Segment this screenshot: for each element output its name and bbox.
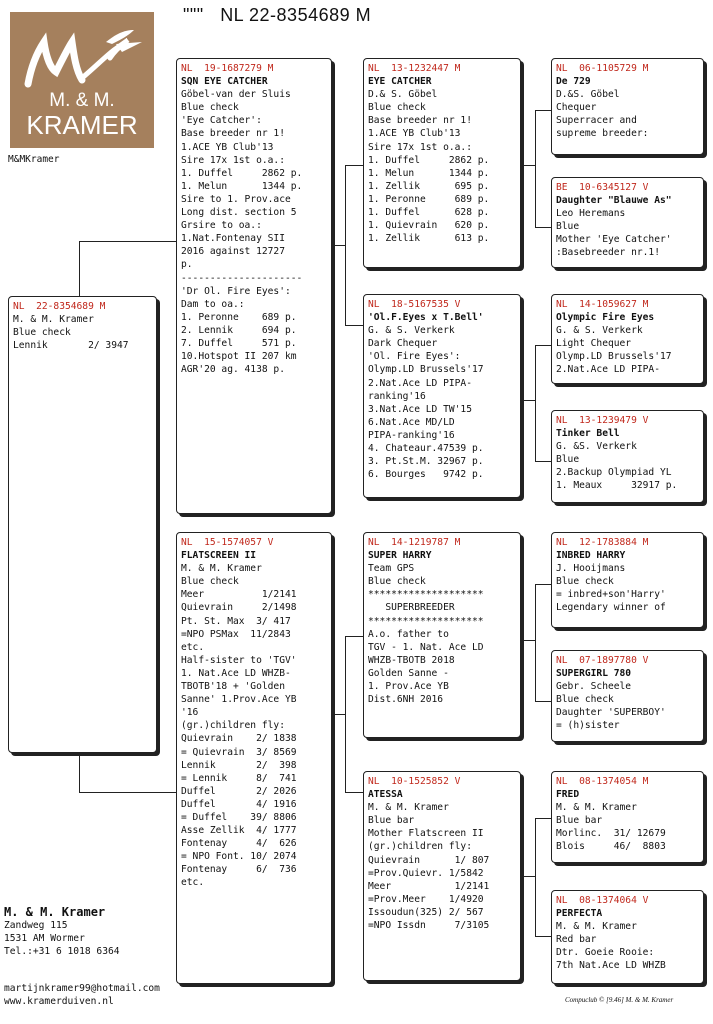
info-line: '16 <box>181 707 199 719</box>
info-line: Long dist. section 5 <box>181 207 297 219</box>
connector-line <box>535 227 552 228</box>
info-line: Göbel-van der Sluis <box>181 89 291 101</box>
info-line: 1. Melun 1344 p. <box>181 180 303 192</box>
info-line: SUPERBREEDER <box>368 602 455 614</box>
info-line: 7th Nat.Ace LD WHZB <box>556 960 666 972</box>
ring-number: NL 13-1239479 V <box>556 415 649 426</box>
logo-caption: M&MKramer <box>8 154 60 165</box>
info-line: Blue check <box>556 576 614 588</box>
info-line: Light Chequer <box>556 338 632 350</box>
info-line: =Prov.Quievr. 1/5842 <box>368 867 484 879</box>
info-line: Red bar <box>556 934 597 946</box>
contact-email[interactable]: martijnkramer99@hotmail.com <box>4 983 160 994</box>
connector-line <box>535 701 552 702</box>
info-line: Blue check <box>181 102 239 114</box>
info-line: Blue <box>556 221 580 233</box>
info-line: Blue check <box>368 102 426 114</box>
pigeon-name: INBRED HARRY <box>556 550 626 562</box>
connector-line <box>79 752 80 792</box>
sire-sire-card <box>363 58 521 268</box>
pigeon-name: ATESSA <box>368 789 403 801</box>
info-line: Golden Sanne - <box>368 667 449 679</box>
info-line: 1.ACE YB Club'13 <box>181 141 274 153</box>
info-line: 1. Duffel 2862 p. <box>368 154 490 166</box>
info-line: TGV - 1. Nat. Ace LD <box>368 641 484 653</box>
info-line: Quievrain 2/ 1838 <box>181 733 297 745</box>
info-line: Blue check <box>13 327 71 339</box>
sire-sire-dam-card <box>551 177 704 268</box>
info-line: Sanne' 1.Prov.Ace YB <box>181 694 297 706</box>
sire-dam-card <box>363 294 521 498</box>
info-line: Morlinc. 31/ 12679 <box>556 828 666 840</box>
connector-line <box>333 714 346 715</box>
pigeon-name: PERFECTA <box>556 908 603 920</box>
logo-line-1: M. & M. <box>49 90 115 111</box>
info-line: Blue <box>556 454 580 466</box>
info-line: Base breeder nr 1! <box>368 115 472 127</box>
info-line: supreme breeder: <box>556 128 649 140</box>
contact-info <box>4 982 160 1008</box>
info-line: 3.Nat.Ace LD TW'15 <box>368 403 472 415</box>
info-line: = (h)sister <box>556 720 620 732</box>
info-line: 1.Nat.Fontenay SII <box>181 233 285 245</box>
pigeon-name: Daughter "Blauwe As" <box>556 195 672 207</box>
info-line: 1. Quievrain 620 p. <box>368 220 490 232</box>
info-line: Pt. St. Max 3/ 417 <box>181 615 291 627</box>
info-line: A.o. father to <box>368 628 449 640</box>
info-line: ******************** <box>368 589 484 601</box>
info-line: Dam to oa.: <box>181 298 245 310</box>
info-line: Superracer and <box>556 115 637 127</box>
info-line: TBOTB'18 + 'Golden <box>181 681 285 693</box>
info-line: 'Eye Catcher': <box>181 115 262 127</box>
info-line: Olymp.LD Brussels'17 <box>368 364 484 376</box>
owner-address-line: 1531 AM Wormer <box>4 933 85 944</box>
info-line: Half-sister to 'TGV' <box>181 654 297 666</box>
ring-number: BE 10-6345127 V <box>556 182 649 193</box>
dam-dam-sire-card <box>551 771 704 863</box>
info-line: Team GPS <box>368 563 415 575</box>
connector-line <box>522 640 536 641</box>
info-line: Blue bar <box>556 815 603 827</box>
info-line: AGR'20 ag. 4138 p. <box>181 364 285 376</box>
sire-dam-dam-card <box>551 410 704 503</box>
owner-address-line: Zandweg 115 <box>4 920 68 931</box>
ring-number: NL 22-8354689 M <box>13 301 106 312</box>
info-line: Blue check <box>181 576 239 588</box>
info-line: etc. <box>181 877 205 889</box>
info-line: etc. <box>181 641 205 653</box>
connector-line <box>535 584 536 701</box>
dam-sire-dam-card <box>551 650 704 742</box>
info-line: = Lennik 8/ 741 <box>181 772 297 784</box>
dam-sire-card <box>363 532 521 738</box>
info-line: =NPO Issdn 7/3105 <box>368 920 490 932</box>
owner-info <box>4 905 120 958</box>
connector-line <box>535 818 552 819</box>
connector-line <box>522 165 536 166</box>
info-line: Legendary winner of <box>556 602 666 614</box>
pigeon-name: SUPERGIRL 780 <box>556 668 632 680</box>
info-line: = NPO Font. 10/ 2074 <box>181 851 297 863</box>
sire-card <box>176 58 332 514</box>
info-line: ranking'16 <box>368 390 426 402</box>
ring-number: NL 08-1374064 V <box>556 895 649 906</box>
info-line: Grsire to oa.: <box>181 220 262 232</box>
info-line: Mother 'Eye Catcher' <box>556 234 672 246</box>
info-line: 'Dr Ol. Fire Eyes': <box>181 285 291 297</box>
connector-line <box>535 345 536 461</box>
info-line: 'Ol. Fire Eyes': <box>368 351 461 363</box>
info-line: D.&S. Göbel <box>556 89 620 101</box>
connector-line <box>522 876 536 877</box>
info-line: 7. Duffel 571 p. <box>181 337 297 349</box>
sire-sire-sire-card <box>551 58 704 155</box>
info-line: 2016 against 12727 <box>181 246 285 258</box>
owner-name: M. & M. Kramer <box>4 905 106 919</box>
info-line: M. & M. Kramer <box>368 802 449 814</box>
pigeon-name: FRED <box>556 789 580 801</box>
info-line: J. Hooijmans <box>556 563 626 575</box>
info-line: ******************** <box>368 615 484 627</box>
connector-line <box>522 400 536 401</box>
info-line: --------------------- <box>181 272 303 284</box>
ring-number: NL 12-1783884 M <box>556 537 649 548</box>
pigeon-name: De 729 <box>556 76 591 88</box>
info-line: Olymp.LD Brussels'17 <box>556 351 672 363</box>
info-line: PIPA-ranking'16 <box>368 429 455 441</box>
ring-number: NL 07-1897780 V <box>556 655 649 666</box>
info-line: Daughter 'SUPERBOY' <box>556 707 666 719</box>
connector-line <box>345 325 364 326</box>
connector-line <box>535 584 552 585</box>
kramer-logo <box>10 12 154 148</box>
owner-phone: Tel.:+31 6 1018 6364 <box>4 946 120 957</box>
info-line: Mother Flatscreen II <box>368 828 484 840</box>
info-line: = inbred+son'Harry' <box>556 589 666 601</box>
pedigree-title <box>183 5 371 26</box>
dam-sire-sire-card <box>551 532 704 628</box>
connector-line <box>535 461 552 462</box>
info-line: 2.Backup Olympiad YL <box>556 467 672 479</box>
info-line: 1. Meaux 32917 p. <box>556 480 678 492</box>
dam-dam-dam-card <box>551 890 704 984</box>
info-line: Lennik 2/ 398 <box>181 759 297 771</box>
info-line: Meer 1/2141 <box>181 589 297 601</box>
info-line: 1. Duffel 628 p. <box>368 207 490 219</box>
dam-dam-card <box>363 771 521 981</box>
connector-line <box>79 241 80 297</box>
info-line: 1. Duffel 2862 p. <box>181 167 303 179</box>
info-line: 2.Nat.Ace LD PIPA- <box>368 377 472 389</box>
info-line: Sire 17x 1st o.a.: <box>181 154 285 166</box>
pigeon-name: 'Ol.F.Eyes x T.Bell' <box>368 312 484 324</box>
info-line: G. &S. Verkerk <box>556 441 637 453</box>
info-line: 6. Bourges 9742 p. <box>368 469 484 481</box>
info-line: Blue check <box>556 694 614 706</box>
info-line: Lennik 2/ 3947 <box>13 340 129 352</box>
pigeon-name: FLATSCREEN II <box>181 550 257 562</box>
info-line: Asse Zellik 4/ 1777 <box>181 825 297 837</box>
connector-line <box>535 818 536 936</box>
ring-number: NL 18-5167535 V <box>368 299 461 310</box>
info-line: (gr.)children fly: <box>181 720 285 732</box>
info-line: 2.Nat.Ace LD PIPA- <box>556 364 660 376</box>
info-line: = Duffel 39/ 8806 <box>181 811 297 823</box>
info-line: Duffel 2/ 2026 <box>181 785 297 797</box>
connector-line <box>345 165 364 166</box>
dove-m-logo-icon <box>10 12 154 92</box>
info-line: 3. Pt.St.M. 32967 p. <box>368 456 484 468</box>
connector-line <box>535 110 552 111</box>
info-line: Base breeder nr 1! <box>181 128 285 140</box>
info-line: :Basebreeder nr.1! <box>556 247 660 259</box>
info-line: 10.Hotspot II 207 km <box>181 351 297 363</box>
info-line: Blue bar <box>368 815 415 827</box>
info-line: Quievrain 1/ 807 <box>368 854 490 866</box>
pigeon-name: SQN EYE CATCHER <box>181 76 268 88</box>
info-line: Fontenay 4/ 626 <box>181 838 297 850</box>
info-line: G. & S. Verkerk <box>368 325 455 337</box>
footer-credit: Compuclub © [9.46] M. & M. Kramer <box>565 996 674 1004</box>
info-line: =NPO PSMax 11/2843 <box>181 628 291 640</box>
info-line: Dist.6NH 2016 <box>368 694 444 706</box>
info-line: = Quievrain 3/ 8569 <box>181 746 297 758</box>
ring-number: NL 08-1374054 M <box>556 776 649 787</box>
connector-line <box>535 345 552 346</box>
ring-number: NL 06-1105729 M <box>556 63 649 74</box>
title-ring: NL 22-8354689 M <box>220 5 372 25</box>
ring-number: NL 15-1574057 V <box>181 537 274 548</box>
info-line: Dark Chequer <box>368 338 438 350</box>
logo-line-2: KRAMER <box>26 110 138 140</box>
title-prefix: """ <box>183 5 204 25</box>
info-line: M. & M. Kramer <box>556 921 637 933</box>
info-line: 4. Chateaur.47539 p. <box>368 443 484 455</box>
info-line: Blois 46/ 8803 <box>556 841 666 853</box>
connector-line <box>345 636 364 637</box>
info-line: M. & M. Kramer <box>13 314 94 326</box>
info-line: 1. Nat.Ace LD WHZB- <box>181 667 291 679</box>
pigeon-name: Tinker Bell <box>556 428 620 440</box>
info-line: 2. Lennik 694 p. <box>181 324 297 336</box>
dam-card <box>176 532 332 984</box>
ring-number: NL 14-1059627 M <box>556 299 649 310</box>
pigeon-name: Olympic Fire Eyes <box>556 312 655 324</box>
connector-line <box>535 110 536 227</box>
ring-number: NL 19-1687279 M <box>181 63 274 74</box>
subject-card <box>8 296 157 753</box>
info-line: D.& S. Göbel <box>368 89 438 101</box>
info-line: M. & M. Kramer <box>556 802 637 814</box>
info-line: Sire to 1. Prov.ace <box>181 193 291 205</box>
info-line: 1. Zellik 695 p. <box>368 180 490 192</box>
sire-dam-sire-card <box>551 294 704 384</box>
info-line: G. & S. Verkerk <box>556 325 643 337</box>
info-line: Blue check <box>368 576 426 588</box>
info-line: 1. Prov.Ace YB <box>368 681 449 693</box>
connector-line <box>333 245 346 246</box>
ring-number: NL 13-1232447 M <box>368 63 461 74</box>
info-line: Fontenay 6/ 736 <box>181 864 297 876</box>
info-line: M. & M. Kramer <box>181 563 262 575</box>
info-line: 1. Peronne 689 p. <box>368 193 490 205</box>
pigeon-name: SUPER HARRY <box>368 550 432 562</box>
info-line: Sire 17x 1st o.a.: <box>368 141 472 153</box>
info-line: p. <box>181 259 193 271</box>
info-line: 1. Melun 1344 p. <box>368 167 490 179</box>
info-line: Issoudun(325) 2/ 567 <box>368 906 484 918</box>
info-line: Meer 1/2141 <box>368 880 490 892</box>
info-line: 6.Nat.Ace MD/LD <box>368 416 455 428</box>
info-line: WHZB-TBOTB 2018 <box>368 654 455 666</box>
contact-website[interactable]: www.kramerduiven.nl <box>4 996 114 1007</box>
info-line: Gebr. Scheele <box>556 681 632 693</box>
info-line: Dtr. Goeie Rooie: <box>556 947 655 959</box>
ring-number: NL 14-1219787 M <box>368 537 461 548</box>
connector-line <box>535 936 552 937</box>
info-line: =Prov.Meer 1/4920 <box>368 893 484 905</box>
info-line: Leo Heremans <box>556 208 626 220</box>
info-line: Quievrain 2/1498 <box>181 602 297 614</box>
info-line: Chequer <box>556 102 597 114</box>
info-line: Duffel 4/ 1916 <box>181 798 297 810</box>
info-line: (gr.)children fly: <box>368 841 472 853</box>
info-line: 1. Peronne 689 p. <box>181 311 297 323</box>
info-line: 1. Zellik 613 p. <box>368 233 490 245</box>
pigeon-name: EYE CATCHER <box>368 76 432 88</box>
ring-number: NL 10-1525852 V <box>368 776 461 787</box>
info-line: 1.ACE YB Club'13 <box>368 128 461 140</box>
connector-line <box>79 241 178 242</box>
connector-line <box>345 792 364 793</box>
connector-line <box>79 792 178 793</box>
